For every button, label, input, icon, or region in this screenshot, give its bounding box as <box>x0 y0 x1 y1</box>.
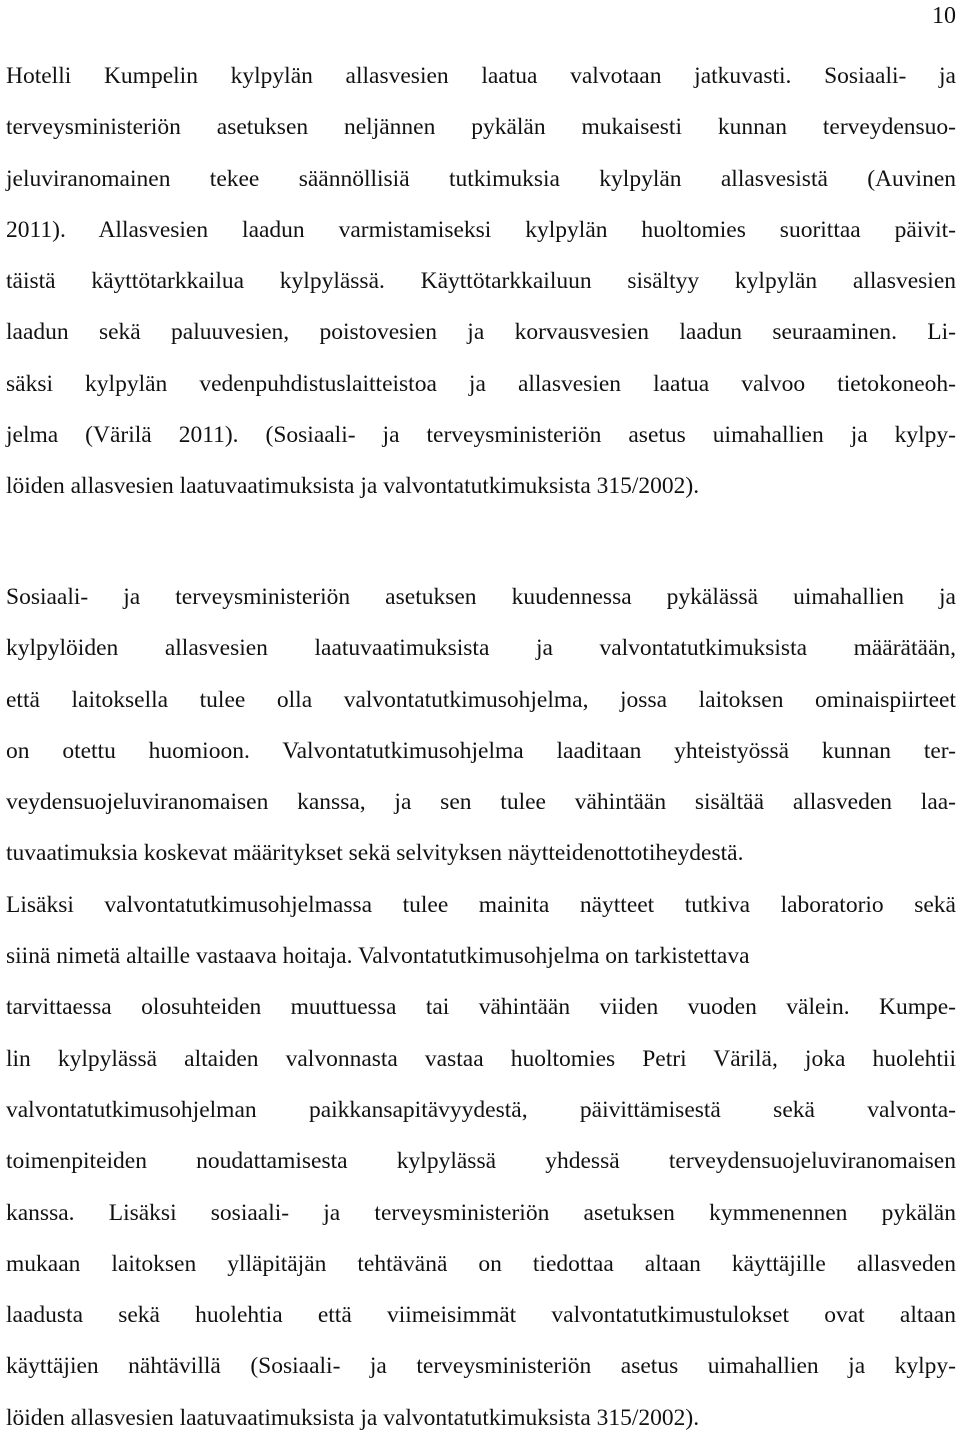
text-line: on otettu huomioon. Valvontatutkimusohjelma laaditaan yhteistyössä kunnan ter- <box>6 737 956 764</box>
text-line: Lisäksi valvontatutkimusohjelmassa tulee mainita näytteet tutkiva laboratorio sekä <box>6 891 956 918</box>
text-line: täistä käyttötarkkailua kylpylässä. Käyttötarkkailuun sisältyy kylpylän allasvesien <box>6 268 956 295</box>
text-line: terveysministeriön asetuksen neljännen pykälän mukaisesti kunnan terveydensuo- <box>6 114 956 141</box>
text-line: säksi kylpylän vedenpuhdistuslaitteistoa ja allasvesien laatua valvoo tietokoneoh- <box>6 370 956 397</box>
text-line: lin kylpylässä altaiden valvonnasta vastaa huoltomies Petri Värilä, joka huolehtii <box>6 1045 956 1072</box>
text-line: kylpylöiden allasvesien laatuvaatimuksista ja valvontatutkimuksista määrätään, <box>6 635 956 662</box>
text-line-last: löiden allasvesien laatuvaatimuksista ja valvontatutkimuksista 315/2002). <box>6 1404 700 1431</box>
text-line: valvontatutkimusohjelman paikkansapitävyydestä, päivittämisestä sekä valvonta- <box>6 1096 956 1123</box>
text-line: tuvaatimuksia koskevat määritykset sekä selvityksen näytteidenottotiheydestä. <box>6 840 744 867</box>
text-line: käyttäjien nähtävillä (Sosiaali- ja terveysministeriön asetus uimahallien ja kylpy- <box>6 1353 956 1380</box>
text-line: 2011). Allasvesien laadun varmistamiseksi kylpylän huoltomies suorittaa päivit- <box>6 216 956 243</box>
text-line: Hotelli Kumpelin kylpylän allasvesien laatua valvotaan jatkuvasti. Sosiaali- ja <box>6 63 956 89</box>
text-line: toimenpiteiden noudattamisesta kylpylässä yhdessä terveydensuojeluviranomaisen <box>6 1148 956 1175</box>
page-number: 10 <box>932 3 956 29</box>
text-line: veydensuojeluviranomaisen kanssa, ja sen tulee vähintään sisältää allasveden laa- <box>6 789 956 816</box>
text-line: tarvittaessa olosuhteiden muuttuessa tai vähintään viiden vuoden välein. Kumpe- <box>6 994 956 1021</box>
text-line: jelma (Värilä 2011). (Sosiaali- ja terveysministeriön asetus uimahallien ja kylpy- <box>6 422 956 449</box>
text-line: laadun sekä paluuvesien, poistovesien ja korvausvesien laadun seuraaminen. Li- <box>6 319 956 346</box>
text-line: mukaan laitoksen ylläpitäjän tehtävänä on tiedottaa altaan käyttäjille allasveden <box>6 1250 956 1277</box>
text-line: kanssa. Lisäksi sosiaali- ja terveysministeriön asetuksen kymmenennen pykälän <box>6 1199 956 1226</box>
text-line: että laitoksella tulee olla valvontatutkimusohjelma, jossa laitoksen ominaispiirteet <box>6 686 956 713</box>
text-line: Sosiaali- ja terveysministeriön asetuksen kuudennessa pykälässä uimahallien ja <box>6 584 956 610</box>
paragraph-pool-water-monitoring <box>6 51 956 513</box>
text-line: siinä nimetä altaille vastaava hoitaja. Valvontatutkimusohjelma on tarkistettava <box>6 943 750 970</box>
text-line-last: löiden allasvesien laatuvaatimuksista ja valvontatutkimuksista 315/2002). <box>6 473 700 500</box>
text-line: laadusta sekä huolehtia että viimeisimmät valvontatutkimustulokset ovat altaan <box>6 1302 956 1329</box>
paragraph-monitoring-programme <box>6 572 956 1444</box>
text-line: jeluviranomainen tekee säännöllisiä tutkimuksia kylpylän allasvesistä (Auvinen <box>6 165 956 192</box>
